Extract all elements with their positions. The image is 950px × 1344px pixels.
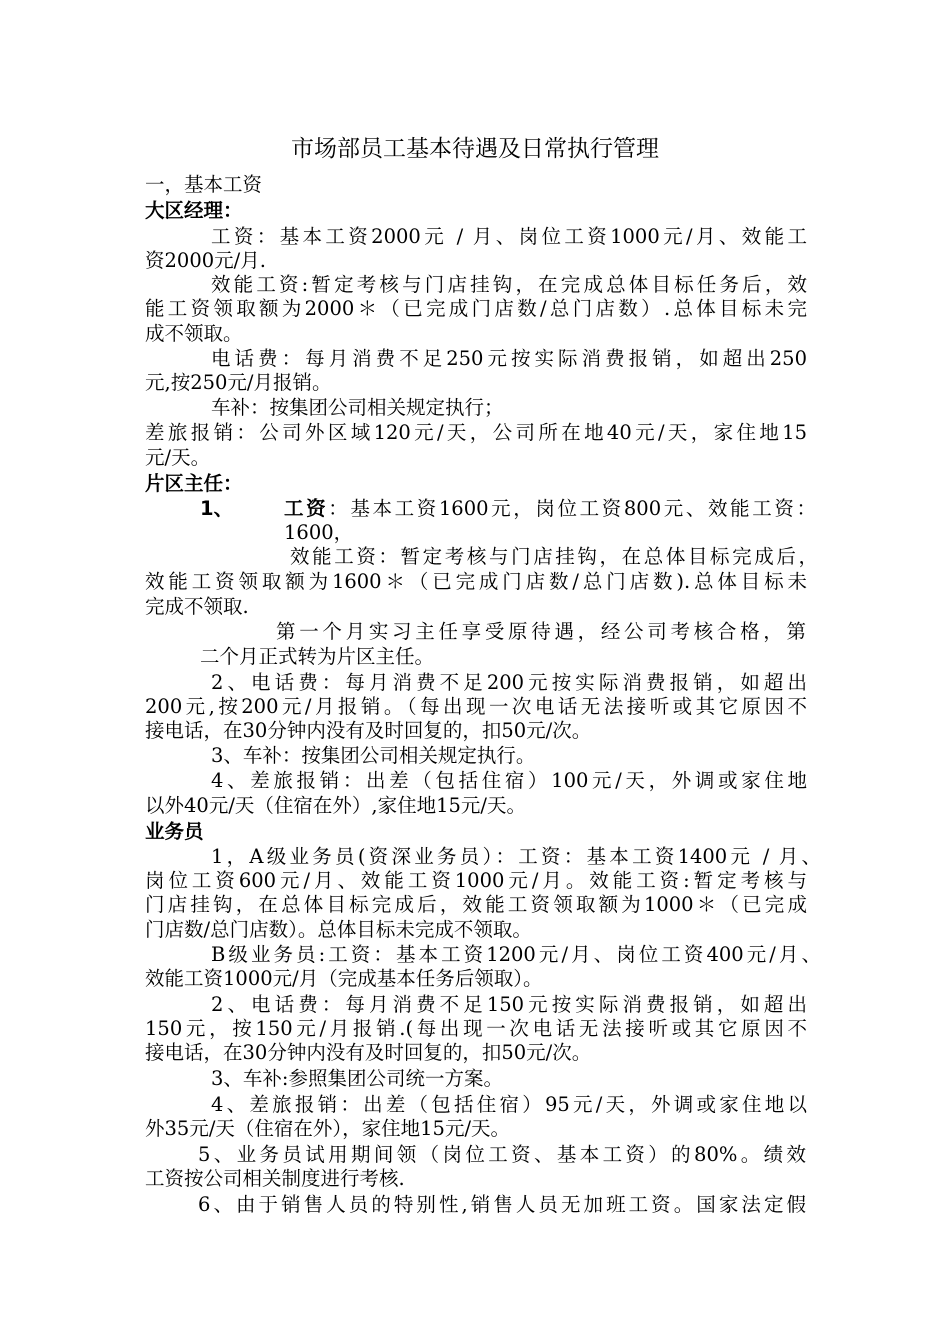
paragraph-line: 效能工资：暂定考核与门店挂钩，在总体目标完成后， [290, 545, 818, 568]
paragraph-line: 二个月正式转为片区主任。 [200, 645, 435, 668]
paragraph-line: 资2000元/月. [145, 249, 266, 272]
paragraph-line: 外35元/天（住宿在外），家住地15元/天。 [145, 1117, 511, 1140]
paragraph-line: 元/天。 [145, 446, 211, 469]
paragraph-line: 4、差旅报销：出差（包括住宿）95元/天，外调或家住地以 [211, 1093, 807, 1116]
paragraph-line: 效能工资1000元/月（完成基本任务后领取）。 [145, 967, 543, 990]
document-title: 市场部员工基本待遇及日常执行管理 [291, 136, 659, 162]
paragraph-line: 第一个月实习主任享受原待遇，经公司考核合格，第 [276, 620, 806, 643]
paragraph-line: 1600， [284, 521, 354, 544]
paragraph-line: 2、电话费：每月消费不足150元按实际消费报销，如超出 [211, 993, 807, 1016]
paragraph-line: 工资：基本工资2000元 / 月、岗位工资1000元/月、效能工 [211, 225, 807, 248]
paragraph-line: 车补：按集团公司相关规定执行； [211, 396, 504, 419]
paragraph-line: 接电话，在30分钟内没有及时回复的，扣50元/次。 [145, 1041, 592, 1064]
section-heading: 大区经理： [145, 199, 243, 222]
paragraph-line: 1，A级业务员(资深业务员）：工资：基本工资1400元 / 月、 [211, 845, 821, 868]
paragraph-line: 5、业务员试用期间领（岗位工资、基本工资）的80%。绩效 [198, 1143, 806, 1166]
paragraph-line: B级业务员:工资：基本工资1200元/月、岗位工资400元/月、 [211, 943, 821, 966]
paragraph-line: 岗位工资600元/月、效能工资1000元/月。效能工资:暂定考核与 [145, 869, 807, 892]
paragraph-line: 4、差旅报销：出差（包括住宿）100元/天，外调或家住地 [211, 769, 807, 792]
paragraph-line: 150元，按150元/月报销.(每出现一次电话无法接听或其它原因不 [145, 1017, 807, 1040]
paragraph-line: 差旅报销：公司外区域120元/天，公司所在地40元/天，家住地15 [145, 421, 807, 444]
paragraph-line: 2、电话费：每月消费不足200元按实际消费报销，如超出 [211, 671, 807, 694]
paragraph-line: 元,按250元/月报销。 [145, 371, 332, 394]
section-heading: 1、 [200, 497, 234, 520]
paragraph-line: 电话费：每月消费不足250元按实际消费报销，如超出250 [211, 347, 807, 370]
section-heading: 业务员 [145, 820, 204, 843]
paragraph-line: 以外40元/天（住宿在外）,家住地15元/天。 [145, 794, 526, 817]
paragraph-line: 门店挂钩，在总体目标完成后，效能工资领取额为1000＊（已完成 [145, 893, 807, 916]
paragraph-line: 接电话，在30分钟内没有及时回复的，扣50元/次。 [145, 719, 592, 742]
paragraph-line: 效能工资领取额为1600＊（已完成门店数/总门店数).总体目标未 [145, 570, 807, 593]
paragraph-line: 6、由于销售人员的特别性,销售人员无加班工资。国家法定假 [198, 1193, 806, 1216]
paragraph-line: 一，基本工资 [145, 173, 263, 196]
paragraph-line: 成不领取。 [145, 322, 243, 345]
section-heading: 片区主任： [145, 472, 243, 495]
paragraph-line: 能工资领取额为2000＊（已完成门店数/总门店数）.总体目标未完 [145, 297, 807, 320]
paragraph-line: 工资按公司相关制度进行考核. [145, 1167, 405, 1190]
paragraph-line: 3、车补：按集团公司相关规定执行。 [211, 744, 536, 767]
paragraph-line: 3、车补:参照集团公司统一方案。 [211, 1067, 503, 1090]
paragraph-line: 门店数/总门店数）。总体目标未完成不领取。 [145, 918, 532, 941]
paragraph-line: 效能工资:暂定考核与门店挂钩，在完成总体目标任务后，效 [211, 273, 807, 296]
paragraph-line: 200元,按200元/月报销。（每出现一次电话无法接听或其它原因不 [145, 695, 807, 718]
paragraph-line: 工资：基本工资1600元，岗位工资800元、效能工资： [284, 497, 816, 520]
paragraph-line: 完成不领取. [145, 595, 249, 618]
